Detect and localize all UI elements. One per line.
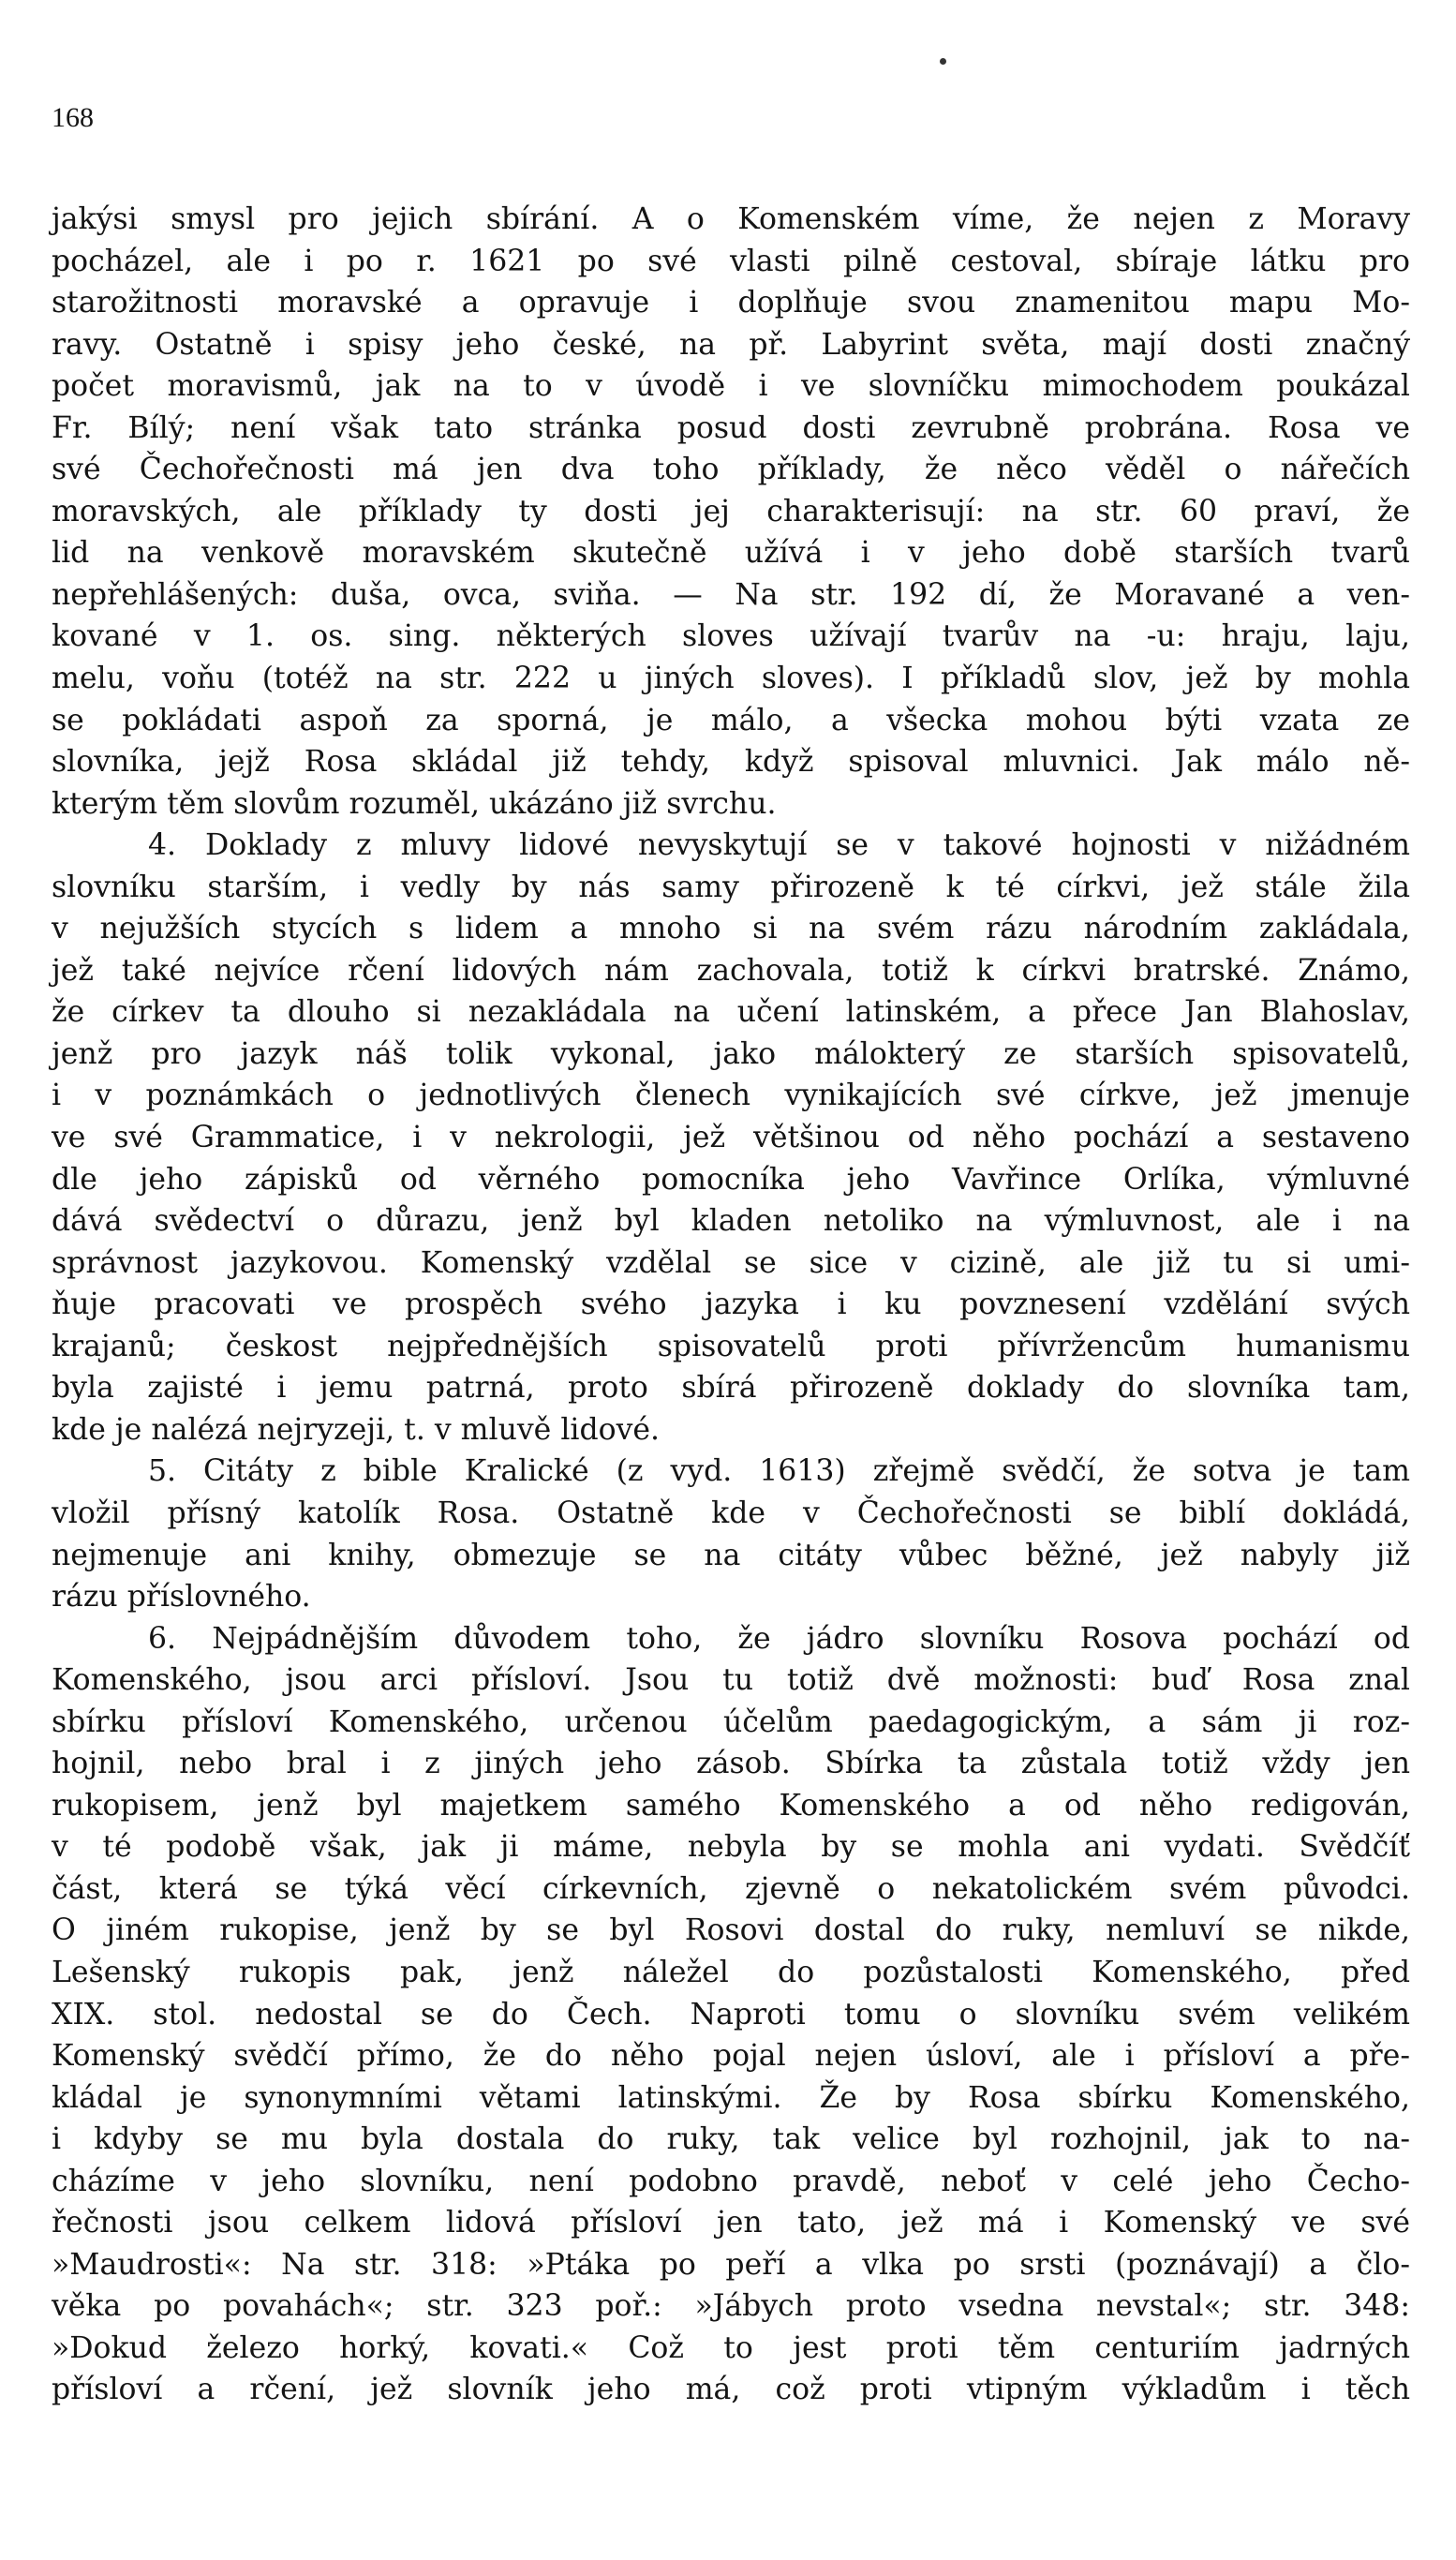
text-line: i v poznámkách o jednotlivých členech vynikajících své církve, jež jmenuje xyxy=(52,1079,1410,1113)
text-line: vložil přísný katolík Rosa. Ostatně kde v Čechořečnosti se biblí dokládá, xyxy=(52,1496,1410,1530)
text-line: i kdyby se mu byla dostala do ruky, tak velice byl rozhojnil, jak to na- xyxy=(52,2122,1410,2157)
text-line: Fr. Bílý; není však tato stránka posud dosti zevrubně probrána. Rosa ve xyxy=(52,410,1410,445)
text-line: se pokládati aspoň za sporná, je málo, a všecka mohou býti vzata ze xyxy=(52,703,1410,737)
text-line: 5. Citáty z bible Kralické (z vyd. 1613) zřejmě svědčí, že sotva je tam xyxy=(148,1454,1410,1489)
text-line: kde je nalézá nejryzeji, t. v mluvě lidové. xyxy=(52,1412,661,1447)
text-line: slovníka, jejž Rosa skládal již tehdy, když spisoval mluvnici. Jak málo ně- xyxy=(52,745,1410,780)
text-line: lid na venkově moravském skutečně užívá i v jeho době starších tvarů xyxy=(52,536,1410,571)
text-line: nejmenuje ani knihy, obmezuje se na citáty vůbec běžné, jež nabyly již xyxy=(52,1538,1410,1572)
text-line: část, která se týká věcí církevních, zjevně o nekatolickém svém původci. xyxy=(52,1871,1410,1906)
text-line: Komenského, jsou arci přísloví. Jsou tu totiž dvě možnosti: buď Rosa znal xyxy=(52,1663,1410,1698)
text-line: starožitnosti moravské a opravuje i doplňuje svou znamenitou mapu Mo- xyxy=(52,286,1410,320)
text-line: jakýsi smysl pro jejich sbírání. A o Komenském víme, že nejen z Moravy xyxy=(52,202,1410,236)
text-line: věka po povahách«; str. 323 poř.: »Jábych proto vsedna nevstal«; str. 348: xyxy=(52,2289,1410,2324)
text-line: ravy. Ostatně i spisy jeho české, na př. Labyrint světa, mají dosti značný xyxy=(52,327,1410,362)
text-line: nepřehlášených: duša, ovca, sviňa. — Na str. 192 dí, že Moravané a ven- xyxy=(52,577,1410,612)
text-line: »Maudrosti«: Na str. 318: »Ptáka po peří a vlka po srsti (poznávají) a člo- xyxy=(52,2247,1410,2282)
text-line: 6. Nejpádnějším důvodem toho, že jádro slovníku Rosova pochází od xyxy=(148,1621,1410,1656)
text-line: dává svědectví o důrazu, jenž byl kladen netoliko na výmluvnost, ale i na xyxy=(52,1204,1410,1239)
text-line: slovníku starším, i vedly by nás samy přirozeně k té církvi, jež stále žila xyxy=(52,870,1410,904)
text-line: dle jeho zápisků od věrného pomocníka jeho Vavřince Orlíka, výmluvné xyxy=(52,1162,1410,1197)
text-line: rázu příslovného. xyxy=(52,1580,311,1615)
text-line: hojnil, nebo bral i z jiných jeho zásob. Sbírka ta zůstala totiž vždy jen xyxy=(52,1747,1410,1781)
speck-mark xyxy=(940,58,946,65)
text-line: ňuje pracovati ve prospěch svého jazyka i ku povznesení vzdělání svých xyxy=(52,1287,1410,1322)
text-line: pocházel, ale i po r. 1621 po své vlasti pilně cestoval, sbíraje látku pro xyxy=(52,244,1410,278)
text-line: jenž pro jazyk náš tolik vykonal, jako málokterý ze starších spisovatelů, xyxy=(52,1036,1410,1071)
text-line: ve své Grammatice, i v nekrologii, jež většinou od něho pochází a sestaveno xyxy=(52,1121,1410,1155)
text-line: Komenský svědčí přímo, že do něho pojal nejen úsloví, ale i přísloví a pře- xyxy=(52,2039,1410,2074)
text-line: krajanů; českost nejpřednějších spisovatelů proti přívržencům humanismu xyxy=(52,1329,1410,1363)
text-line: správnost jazykovou. Komenský vzdělal se sice v cizině, ale již tu si umi- xyxy=(52,1245,1410,1280)
text-line: Lešenský rukopis pak, jenž náležel do pozůstalosti Komenského, před xyxy=(52,1955,1410,1989)
text-line: počet moravismů, jak na to v úvodě i ve slovníčku mimochodem poukázal xyxy=(52,369,1410,404)
text-line: kterým těm slovům rozuměl, ukázáno již svrchu. xyxy=(52,786,777,821)
text-line: přísloví a rčení, jež slovník jeho má, což proti vtipným výkladům i těch xyxy=(52,2373,1410,2407)
text-line: sbírku přísloví Komenského, určenou účelům paedagogickým, a sám ji roz- xyxy=(52,1704,1410,1739)
text-line: O jiném rukopise, jenž by se byl Rosovi dostal do ruky, nemluví se nikde, xyxy=(52,1913,1410,1948)
text-line: XIX. stol. nedostal se do Čech. Naproti tomu o slovníku svém velikém xyxy=(52,1997,1410,2032)
text-line: řečnosti jsou celkem lidová přísloví jen tato, jež má i Komenský ve své xyxy=(52,2206,1410,2240)
text-line: v té podobě však, jak ji máme, nebyla by se mohla ani vydati. Svědčíť xyxy=(52,1830,1410,1865)
text-line: 4. Doklady z mluvy lidové nevyskytují se v takové hojnosti v nižádném xyxy=(148,828,1410,863)
text-line: své Čechořečnosti má jen dva toho příklady, že něco věděl o nářečích xyxy=(52,453,1410,487)
text-line: »Dokud železo horký, kovati.« Což to jest proti těm centuriím jadrných xyxy=(52,2330,1410,2365)
page-number: 168 xyxy=(52,102,94,133)
text-line: kládal je synonymními větami latinskými. Že by Rosa sbírku Komenského, xyxy=(52,2080,1410,2115)
text-line: rukopisem, jenž byl majetkem samého Komenského a od něho redigován, xyxy=(52,1788,1410,1823)
text-line: byla zajisté i jemu patrná, proto sbírá přirozeně doklady do slovníka tam, xyxy=(52,1371,1410,1406)
text-line: kované v 1. os. sing. některých sloves užívají tvarův na -u: hraju, laju, xyxy=(52,619,1410,654)
text-line: že církev ta dlouho si nezakládala na učení latinském, a přece Jan Blahoslav, xyxy=(52,995,1410,1030)
body-text xyxy=(52,199,1410,2411)
text-line: v nejužších stycích s lidem a mnoho si na svém rázu národním zakládala, xyxy=(52,912,1410,946)
text-line: melu, voňu (totéž na str. 222 u jiných sloves). I příkladů slov, jež by mohla xyxy=(52,662,1410,696)
text-line: moravských, ale příklady ty dosti jej charakterisují: na str. 60 praví, že xyxy=(52,494,1410,528)
text-line: cházíme v jeho slovníku, není podobno pravdě, neboť v celé jeho Čecho- xyxy=(52,2164,1410,2198)
text-line: jež také nejvíce rčení lidových nám zachovala, totiž k církvi bratrské. Známo, xyxy=(52,953,1410,988)
